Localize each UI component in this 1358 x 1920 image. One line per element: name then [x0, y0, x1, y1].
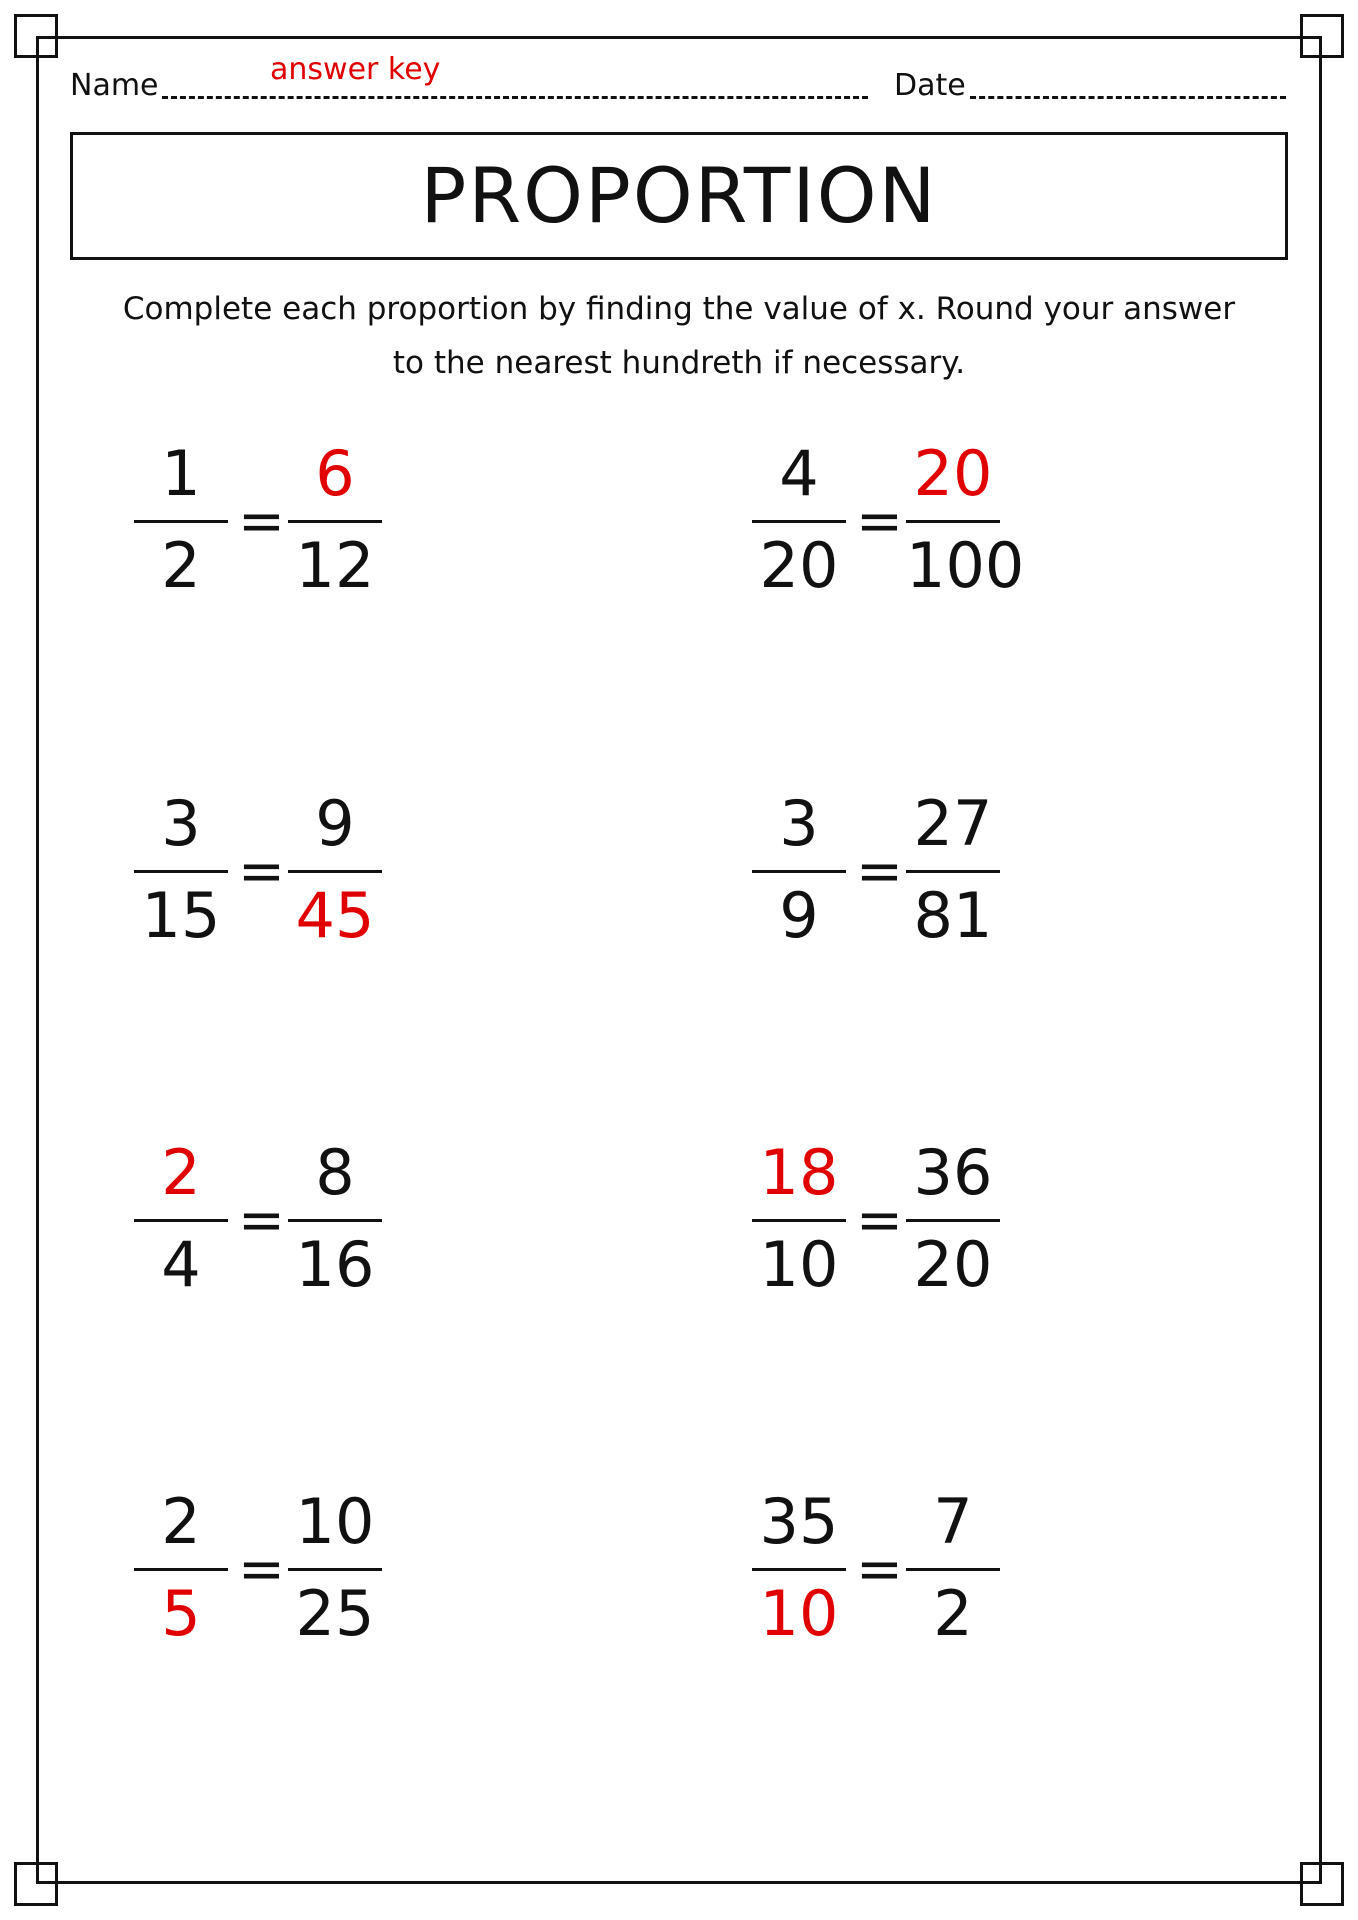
right-numerator: 36	[913, 1136, 993, 1209]
left-denominator: 2	[161, 529, 201, 602]
right-numerator: 6	[315, 437, 355, 510]
right-denominator: 81	[913, 879, 993, 952]
name-label: Name	[70, 68, 159, 103]
left-denominator: 10	[759, 1228, 839, 1301]
left-fraction	[134, 434, 228, 614]
equals-sign: =	[238, 489, 285, 554]
right-fraction	[906, 1482, 1000, 1662]
instructions: Complete each proportion by finding the value of x. Round your answer to the nearest hundreth if necessary.	[122, 291, 1236, 381]
fraction-bar	[752, 520, 846, 523]
right-fraction	[906, 434, 1025, 614]
left-denominator: 10	[759, 1577, 839, 1650]
name-field-line[interactable]	[162, 96, 868, 99]
corner-mark-bottom-right	[1300, 1862, 1344, 1906]
right-denominator: 12	[295, 529, 375, 602]
equals-sign: =	[238, 839, 285, 904]
date-field-line[interactable]	[970, 96, 1286, 99]
corner-mark-bottom-left	[14, 1862, 58, 1906]
left-denominator: 9	[779, 879, 819, 952]
left-fraction	[134, 1133, 228, 1313]
name-field-value: answer key	[270, 52, 441, 87]
left-denominator: 15	[141, 879, 221, 952]
fraction-bar	[906, 520, 1000, 523]
right-denominator: 20	[913, 1228, 993, 1301]
right-numerator: 27	[913, 787, 993, 860]
left-numerator: 3	[161, 787, 201, 860]
left-numerator: 3	[779, 787, 819, 860]
proportion-problem	[752, 1133, 1032, 1313]
right-numerator: 20	[913, 437, 993, 510]
equals-sign: =	[238, 1537, 285, 1602]
corner-mark-top-right	[1300, 14, 1344, 58]
left-fraction	[752, 434, 846, 614]
fraction-bar	[134, 1219, 228, 1222]
right-fraction	[288, 434, 382, 614]
right-fraction	[906, 784, 1000, 964]
right-denominator: 2	[933, 1577, 973, 1650]
title-box	[70, 132, 1288, 260]
right-fraction	[288, 1133, 382, 1313]
equals-sign: =	[856, 489, 903, 554]
right-numerator: 9	[315, 787, 355, 860]
proportion-problem	[134, 434, 414, 614]
proportion-problem	[752, 784, 1032, 964]
fraction-bar	[752, 870, 846, 873]
fraction-bar	[134, 520, 228, 523]
right-denominator: 25	[295, 1577, 375, 1650]
right-numerator: 10	[295, 1485, 375, 1558]
proportion-problem	[134, 1133, 414, 1313]
fraction-bar	[906, 870, 1000, 873]
proportion-problem	[134, 784, 414, 964]
right-denominator: 100	[906, 529, 1025, 602]
fraction-bar	[906, 1568, 1000, 1571]
left-denominator: 4	[161, 1228, 201, 1301]
left-fraction	[752, 784, 846, 964]
fraction-bar	[288, 870, 382, 873]
equals-sign: =	[856, 1188, 903, 1253]
proportion-problem	[134, 1482, 414, 1662]
left-numerator: 18	[759, 1136, 839, 1209]
left-fraction	[752, 1482, 846, 1662]
left-numerator: 35	[759, 1485, 839, 1558]
right-fraction	[288, 1482, 382, 1662]
left-fraction	[752, 1133, 846, 1313]
fraction-bar	[134, 1568, 228, 1571]
left-fraction	[134, 1482, 228, 1662]
corner-mark-top-left	[14, 14, 58, 58]
left-numerator: 2	[161, 1136, 201, 1209]
fraction-bar	[288, 1568, 382, 1571]
left-fraction	[134, 784, 228, 964]
fraction-bar	[288, 520, 382, 523]
fraction-bar	[752, 1219, 846, 1222]
date-label: Date	[894, 68, 966, 103]
right-fraction	[288, 784, 382, 964]
left-denominator: 5	[161, 1577, 201, 1650]
right-denominator: 45	[295, 879, 375, 952]
proportion-problem	[752, 434, 1032, 614]
equals-sign: =	[856, 839, 903, 904]
header-line	[70, 52, 1290, 106]
proportion-problem	[752, 1482, 1032, 1662]
fraction-bar	[906, 1219, 1000, 1222]
fraction-bar	[134, 870, 228, 873]
fraction-bar	[752, 1568, 846, 1571]
left-numerator: 2	[161, 1485, 201, 1558]
right-fraction	[906, 1133, 1000, 1313]
left-numerator: 1	[161, 437, 201, 510]
page-title: PROPORTION	[420, 151, 938, 240]
right-numerator: 7	[933, 1485, 973, 1558]
left-denominator: 20	[759, 529, 839, 602]
left-numerator: 4	[779, 437, 819, 510]
equals-sign: =	[238, 1188, 285, 1253]
right-denominator: 16	[295, 1228, 375, 1301]
equals-sign: =	[856, 1537, 903, 1602]
fraction-bar	[288, 1219, 382, 1222]
right-numerator: 8	[315, 1136, 355, 1209]
